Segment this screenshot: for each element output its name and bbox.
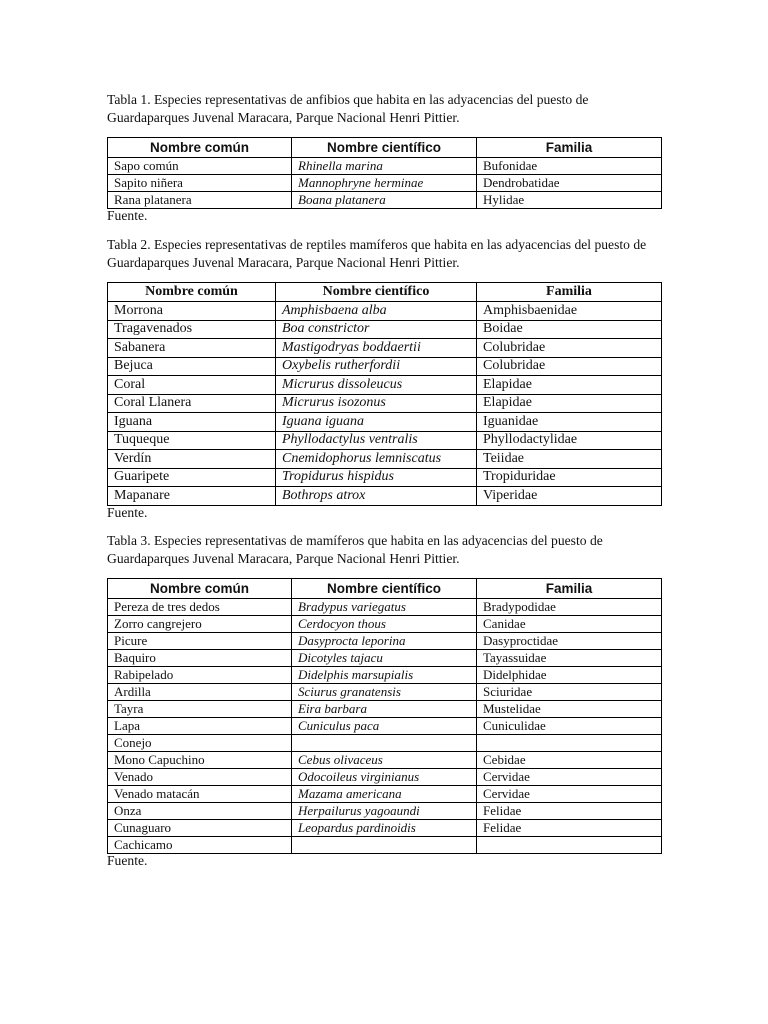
scientific-name-cell: Mazama americana xyxy=(292,786,477,803)
table-header-row xyxy=(108,283,662,302)
family-cell xyxy=(477,837,662,854)
common-name-cell: Rabipelado xyxy=(108,667,292,684)
family-cell: Colubridae xyxy=(477,339,662,358)
header-common-name: Nombre común xyxy=(108,283,276,302)
table-1-source: Fuente. xyxy=(107,208,148,223)
common-name-cell: Coral Llanera xyxy=(108,394,276,413)
scientific-name-cell: Mastigodryas boddaertii xyxy=(276,339,477,358)
header-common-name: Nombre común xyxy=(108,138,292,158)
scientific-name-cell: Rhinella marina xyxy=(292,158,477,175)
table-row xyxy=(108,718,662,735)
table-row xyxy=(108,394,662,413)
common-name-cell: Conejo xyxy=(108,735,292,752)
table-row xyxy=(108,468,662,487)
table-row xyxy=(108,357,662,376)
table-row xyxy=(108,320,662,339)
scientific-name-cell: Boana platanera xyxy=(292,192,477,209)
scientific-name-cell: Herpailurus yagoaundi xyxy=(292,803,477,820)
table-2-caption: Tabla 2. Especies representativas de reptiles mamíferos que habita en las adyacencias del puesto de Guardaparques Juvenal Maracara, Parque Nacional Henri Pittier. xyxy=(107,237,647,270)
table-row xyxy=(108,599,662,616)
family-cell: Amphisbaenidae xyxy=(477,302,662,321)
scientific-name-cell: Mannophryne herminae xyxy=(292,175,477,192)
table-row xyxy=(108,158,662,175)
common-name-cell: Verdín xyxy=(108,450,276,469)
family-cell xyxy=(477,735,662,752)
table-row xyxy=(108,684,662,701)
family-cell: Elapidae xyxy=(477,376,662,395)
common-name-cell: Lapa xyxy=(108,718,292,735)
common-name-cell: Sapito niñera xyxy=(108,175,292,192)
family-cell: Tropiduridae xyxy=(477,468,662,487)
family-cell: Boidae xyxy=(477,320,662,339)
common-name-cell: Venado matacán xyxy=(108,786,292,803)
table-row xyxy=(108,667,662,684)
common-name-cell: Ardilla xyxy=(108,684,292,701)
family-cell: Dasyproctidae xyxy=(477,633,662,650)
table-row xyxy=(108,302,662,321)
common-name-cell: Rana platanera xyxy=(108,192,292,209)
family-cell: Felidae xyxy=(477,820,662,837)
table-row xyxy=(108,487,662,506)
reptiles-table xyxy=(107,282,662,506)
header-common-name: Nombre común xyxy=(108,579,292,599)
common-name-cell: Tayra xyxy=(108,701,292,718)
header-family: Familia xyxy=(477,283,662,302)
scientific-name-cell: Cerdocyon thous xyxy=(292,616,477,633)
scientific-name-cell: Cebus olivaceus xyxy=(292,752,477,769)
table-row xyxy=(108,650,662,667)
scientific-name-cell xyxy=(292,837,477,854)
table-row xyxy=(108,339,662,358)
table-1-caption: Tabla 1. Especies representativas de anfibios que habita en las adyacencias del puesto de Guardaparques Juvenal Maracara, Parque Nacional Henri Pittier. xyxy=(107,92,589,125)
family-cell: Cuniculidae xyxy=(477,718,662,735)
table-row xyxy=(108,803,662,820)
scientific-name-cell: Phyllodactylus ventralis xyxy=(276,431,477,450)
common-name-cell: Mapanare xyxy=(108,487,276,506)
scientific-name-cell: Leopardus pardinoidis xyxy=(292,820,477,837)
common-name-cell: Picure xyxy=(108,633,292,650)
scientific-name-cell: Dicotyles tajacu xyxy=(292,650,477,667)
family-cell: Didelphidae xyxy=(477,667,662,684)
table-row xyxy=(108,192,662,209)
table-row xyxy=(108,752,662,769)
common-name-cell: Bejuca xyxy=(108,357,276,376)
table-2-source: Fuente. xyxy=(107,505,148,520)
common-name-cell: Guaripete xyxy=(108,468,276,487)
amphibians-table xyxy=(107,137,662,209)
common-name-cell: Iguana xyxy=(108,413,276,432)
family-cell: Sciuridae xyxy=(477,684,662,701)
table-header-row xyxy=(108,579,662,599)
header-scientific-name: Nombre científico xyxy=(292,579,477,599)
table-row xyxy=(108,735,662,752)
table-row xyxy=(108,786,662,803)
family-cell: Phyllodactylidae xyxy=(477,431,662,450)
scientific-name-cell: Micrurus isozonus xyxy=(276,394,477,413)
common-name-cell: Venado xyxy=(108,769,292,786)
scientific-name-cell: Cuniculus paca xyxy=(292,718,477,735)
scientific-name-cell: Sciurus granatensis xyxy=(292,684,477,701)
family-cell: Cebidae xyxy=(477,752,662,769)
family-cell: Bufonidae xyxy=(477,158,662,175)
family-cell: Elapidae xyxy=(477,394,662,413)
table-3-caption: Tabla 3. Especies representativas de mamíferos que habita en las adyacencias del puesto de Guardaparques Juvenal Maracara, Parque Nacional Henri Pittier. xyxy=(107,533,603,566)
scientific-name-cell: Eira barbara xyxy=(292,701,477,718)
family-cell: Hylidae xyxy=(477,192,662,209)
family-cell: Canidae xyxy=(477,616,662,633)
table-header-row xyxy=(108,138,662,158)
family-cell: Cervidae xyxy=(477,786,662,803)
table-row xyxy=(108,701,662,718)
scientific-name-cell: Amphisbaena alba xyxy=(276,302,477,321)
common-name-cell: Zorro cangrejero xyxy=(108,616,292,633)
header-scientific-name: Nombre científico xyxy=(276,283,477,302)
family-cell: Mustelidae xyxy=(477,701,662,718)
family-cell: Tayassuidae xyxy=(477,650,662,667)
common-name-cell: Tragavenados xyxy=(108,320,276,339)
header-family: Familia xyxy=(477,138,662,158)
common-name-cell: Onza xyxy=(108,803,292,820)
header-scientific-name: Nombre científico xyxy=(292,138,477,158)
common-name-cell: Cachicamo xyxy=(108,837,292,854)
mammals-table xyxy=(107,578,662,854)
table-row xyxy=(108,376,662,395)
scientific-name-cell: Odocoileus virginianus xyxy=(292,769,477,786)
scientific-name-cell: Boa constrictor xyxy=(276,320,477,339)
common-name-cell: Cunaguaro xyxy=(108,820,292,837)
common-name-cell: Pereza de tres dedos xyxy=(108,599,292,616)
scientific-name-cell: Cnemidophorus lemniscatus xyxy=(276,450,477,469)
family-cell: Teiidae xyxy=(477,450,662,469)
common-name-cell: Sapo común xyxy=(108,158,292,175)
common-name-cell: Coral xyxy=(108,376,276,395)
family-cell: Felidae xyxy=(477,803,662,820)
table-row xyxy=(108,837,662,854)
scientific-name-cell: Iguana iguana xyxy=(276,413,477,432)
scientific-name-cell: Dasyprocta leporina xyxy=(292,633,477,650)
scientific-name-cell: Didelphis marsupialis xyxy=(292,667,477,684)
table-3-source: Fuente. xyxy=(107,853,148,868)
table-row xyxy=(108,413,662,432)
table-row xyxy=(108,616,662,633)
table-row xyxy=(108,450,662,469)
table-row xyxy=(108,633,662,650)
family-cell: Bradypodidae xyxy=(477,599,662,616)
family-cell: Viperidae xyxy=(477,487,662,506)
table-row xyxy=(108,175,662,192)
table-row xyxy=(108,769,662,786)
scientific-name-cell: Tropidurus hispidus xyxy=(276,468,477,487)
table-row xyxy=(108,820,662,837)
scientific-name-cell xyxy=(292,735,477,752)
scientific-name-cell: Micrurus dissoleucus xyxy=(276,376,477,395)
family-cell: Iguanidae xyxy=(477,413,662,432)
family-cell: Dendrobatidae xyxy=(477,175,662,192)
family-cell: Cervidae xyxy=(477,769,662,786)
family-cell: Colubridae xyxy=(477,357,662,376)
common-name-cell: Tuqueque xyxy=(108,431,276,450)
scientific-name-cell: Bradypus variegatus xyxy=(292,599,477,616)
scientific-name-cell: Bothrops atrox xyxy=(276,487,477,506)
common-name-cell: Morrona xyxy=(108,302,276,321)
common-name-cell: Baquiro xyxy=(108,650,292,667)
common-name-cell: Sabanera xyxy=(108,339,276,358)
common-name-cell: Mono Capuchino xyxy=(108,752,292,769)
scientific-name-cell: Oxybelis rutherfordii xyxy=(276,357,477,376)
table-row xyxy=(108,431,662,450)
header-family: Familia xyxy=(477,579,662,599)
